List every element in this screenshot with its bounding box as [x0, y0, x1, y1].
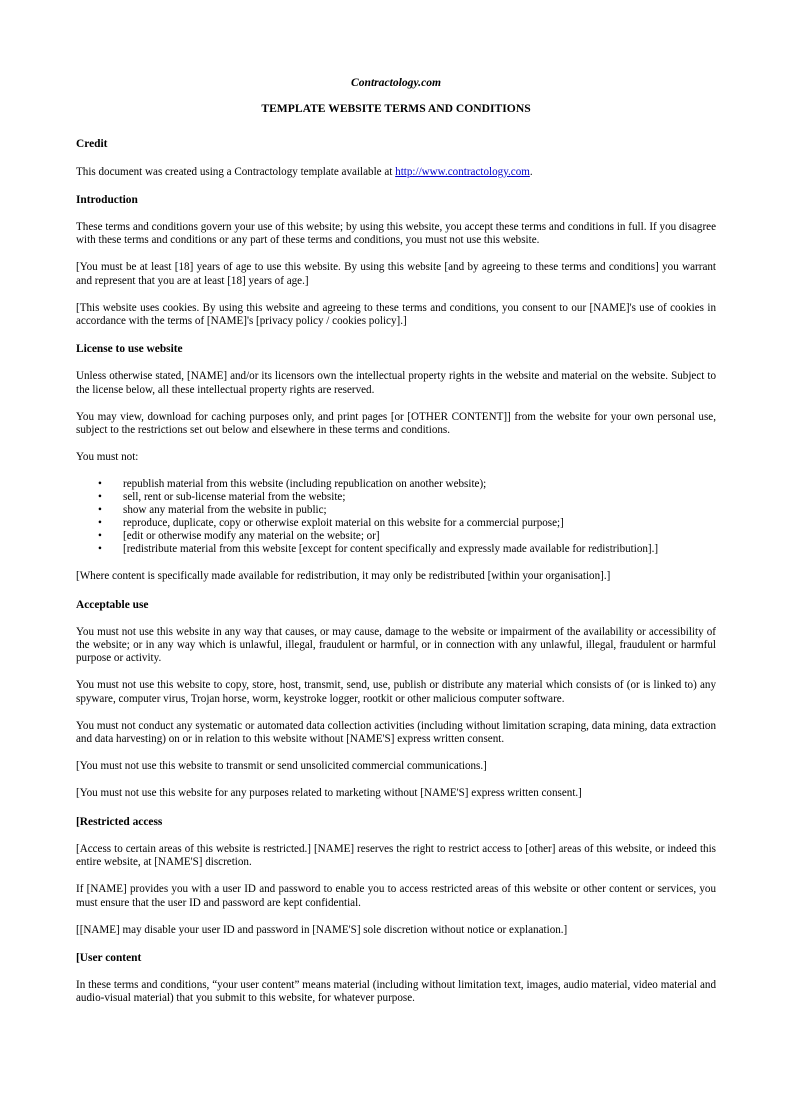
list-item-text: [redistribute material from this website [except for content specifically and expressly made available for redistribution].]	[123, 543, 659, 556]
restricted-access-paragraph-3: [[NAME] may disable your user ID and password in [NAME'S] sole discretion without notice or explanation.]	[76, 923, 568, 936]
acceptable-use-paragraph-1: You must not use this website in any way that causes, or may cause, damage to the website or impairment of the availability or accessibility of the website; or in any way which is unlawful, illegal, fraudulent or harmful, or in connection with any unlawful, illegal, fraudulent or harmful purpose or activity.	[76, 625, 716, 665]
section-heading-user-content: [User content	[76, 951, 142, 964]
list-item-text: republish material from this website (including republication on another website);	[123, 478, 487, 491]
license-paragraph-3: [Where content is specifically made available for redistribution, it may only be redistributed [within your organisation].]	[76, 570, 611, 583]
introduction-paragraph-3: [This website uses cookies. By using this website and agreeing to these terms and conditions, you consent to our [NAME]'s use of cookies in accordance with the terms of [NAME]'s [privacy policy / cookies policy].]	[76, 301, 716, 328]
credit-text: This document was created using a Contractology template available at	[76, 165, 396, 178]
user-content-paragraph-1: In these terms and conditions, “your user content” means material (including without limitation text, images, audio material, video material and audio-visual material) that you submit to this website, for whatever purpose.	[76, 979, 716, 1005]
site-name: Contractology.com	[350, 76, 442, 89]
bullet-icon: •	[98, 504, 102, 517]
bullet-icon: •	[98, 478, 102, 491]
list-item-text: show any material from the website in public;	[123, 504, 327, 517]
bullet-icon: •	[98, 517, 102, 530]
introduction-paragraph-2: [You must be at least [18] years of age to use this website. By using this website [and by agreeing to these terms and conditions] you warrant and represent that you are at least [18] years of age.]	[76, 261, 716, 287]
credit-text-end: .	[529, 165, 533, 178]
list-item-text: reproduce, duplicate, copy or otherwise exploit material on this website for a commercial purpose;]	[123, 517, 564, 530]
license-paragraph-2: You may view, download for caching purposes only, and print pages [or [OTHER CONTENT]] from the website for your own personal use, subject to the restrictions set out below and elsewhere in these terms and conditions.	[76, 410, 716, 437]
section-heading-acceptable-use: Acceptable use	[76, 598, 149, 611]
list-item	[76, 543, 716, 556]
restricted-access-paragraph-1: [Access to certain areas of this website is restricted.] [NAME] reserves the right to restrict access to [other] areas of this website, or indeed this entire website, at [NAME'S] discretion.	[76, 842, 716, 869]
acceptable-use-paragraph-2: You must not use this website to copy, store, host, transmit, send, use, publish or distribute any material which consists of (or is linked to) any spyware, computer virus, Trojan horse, worm, keystroke logger, rootkit or other malicious computer software.	[76, 679, 716, 705]
section-heading-restricted-access: [Restricted access	[76, 815, 163, 828]
introduction-paragraph-1: These terms and conditions govern your use of this website; by using this website, you accept these terms and conditions in full. If you disagree with these terms and conditions or any part of these terms and conditions, you must not use this website.	[76, 221, 716, 247]
section-heading-license: License to use website	[76, 343, 183, 356]
list-item	[76, 517, 716, 530]
list-item	[76, 478, 716, 491]
bullet-icon: •	[98, 543, 102, 556]
list-item-text: sell, rent or sub-license material from the website;	[123, 491, 346, 504]
list-item	[76, 504, 716, 517]
license-restrictions-list	[76, 478, 716, 556]
section-heading-credit: Credit	[76, 138, 108, 151]
section-heading-introduction: Introduction	[76, 193, 138, 206]
bullet-icon: •	[98, 530, 102, 543]
list-item	[76, 491, 716, 504]
acceptable-use-paragraph-4: [You must not use this website to transmit or send unsolicited commercial communications.]	[76, 760, 487, 773]
acceptable-use-paragraph-5: [You must not use this website for any purposes related to marketing without [NAME'S] express written consent.]	[76, 787, 582, 800]
document-title: TEMPLATE WEBSITE TERMS AND CONDITIONS	[261, 102, 531, 116]
bullet-icon: •	[98, 491, 102, 504]
license-paragraph-1: Unless otherwise stated, [NAME] and/or its licensors own the intellectual property rights in the website and material on the website. Subject to the license below, all these intellectual property rights are reserved.	[76, 370, 716, 396]
credit-paragraph	[76, 166, 716, 179]
document-page	[76, 76, 716, 1006]
list-item-text: [edit or otherwise modify any material on the website; or]	[123, 530, 380, 543]
contractology-link[interactable]: http://www.contractology.com	[395, 165, 530, 178]
acceptable-use-paragraph-3: You must not conduct any systematic or automated data collection activities (including without limitation scraping, data mining, data extraction and data harvesting) on or in relation to this website without [NAME'S] express written consent.	[76, 719, 716, 746]
list-item	[76, 530, 716, 543]
license-must-not: You must not:	[76, 451, 139, 464]
restricted-access-paragraph-2: If [NAME] provides you with a user ID and password to enable you to access restricted areas of this website or other content or services, you must ensure that the user ID and password are kept confidential.	[76, 883, 716, 909]
